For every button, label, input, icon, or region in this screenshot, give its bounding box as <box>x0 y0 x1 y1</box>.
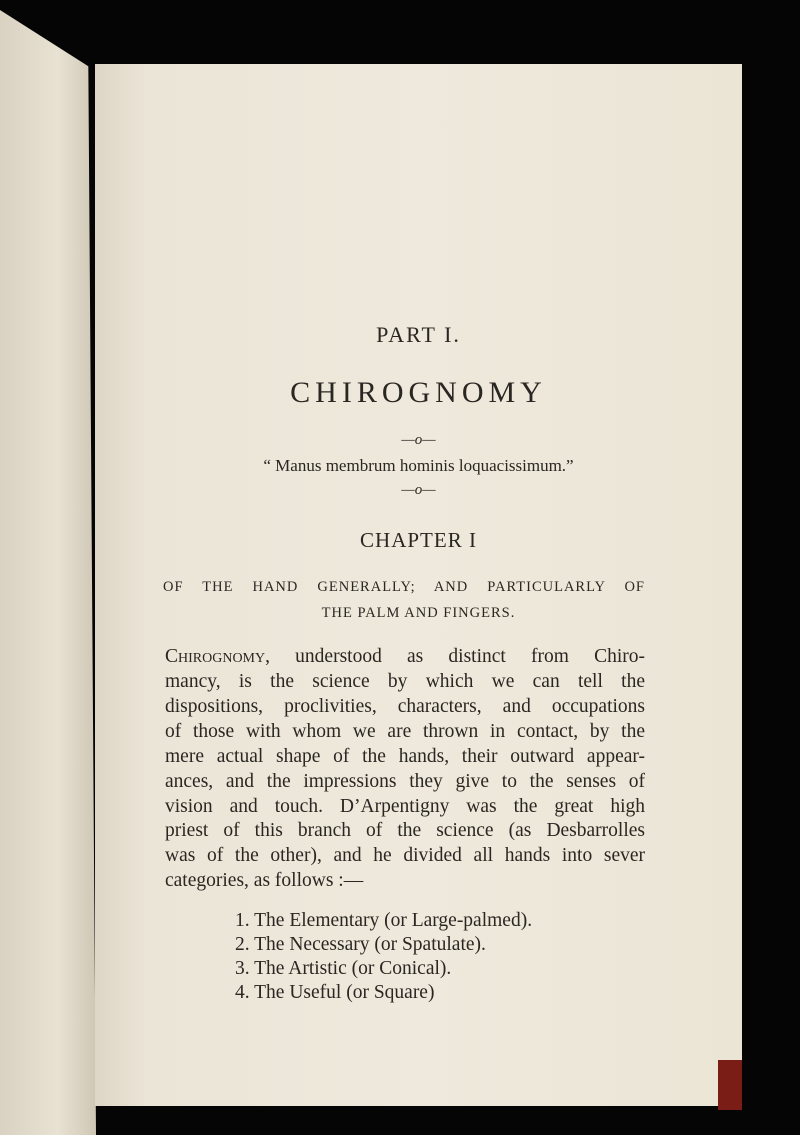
list-item: 4. The Useful (or Square) <box>235 982 435 1003</box>
epigraph: “ Manus membrum hominis loquacissimum.” <box>263 456 574 475</box>
body-line: dispositions, proclivities, characters, and occupations <box>165 696 645 717</box>
chapter-heading: CHAPTER I <box>360 528 477 552</box>
list-item: 2. The Necessary (or Spatulate). <box>235 934 486 955</box>
body-line: categories, as follows :— <box>165 870 364 891</box>
list-item: 1. The Elementary (or Large-palmed). <box>235 910 533 931</box>
body-text: understood as distinct from Chiro- <box>270 646 645 667</box>
page-title: CHIROGNOMY <box>290 376 547 409</box>
body-line: was of the other), and he divided all hands into sever <box>165 845 645 866</box>
left-page-edge <box>0 10 96 1135</box>
cover-edge <box>718 1060 742 1110</box>
list-item: 3. The Artistic (or Conical). <box>235 958 452 979</box>
ornament-top: —o— <box>401 432 436 448</box>
body-line: priest of this branch of the science (as Desbarrolles <box>165 820 645 841</box>
body-line <box>165 646 645 668</box>
body-line: mere actual shape of the hands, their outward appear- <box>165 746 645 767</box>
body-line: ances, and the impressions they give to the senses of <box>165 771 645 792</box>
book-page <box>95 64 742 1106</box>
chapter-subtitle-line-2: THE PALM AND FINGERS. <box>321 605 516 621</box>
ornament-bottom: —o— <box>401 482 436 498</box>
body-line: vision and touch. D’Arpentigny was the great high <box>165 796 645 817</box>
body-line: mancy, is the science by which we can tell the <box>165 671 645 692</box>
body-line: of those with whom we are thrown in contact, by the <box>165 721 645 742</box>
part-heading: PART I. <box>376 322 461 347</box>
chapter-subtitle-line-1: OF THE HAND GENERALLY; AND PARTICULARLY OF <box>163 579 645 595</box>
lead-word: Chirognomy, <box>165 646 270 667</box>
